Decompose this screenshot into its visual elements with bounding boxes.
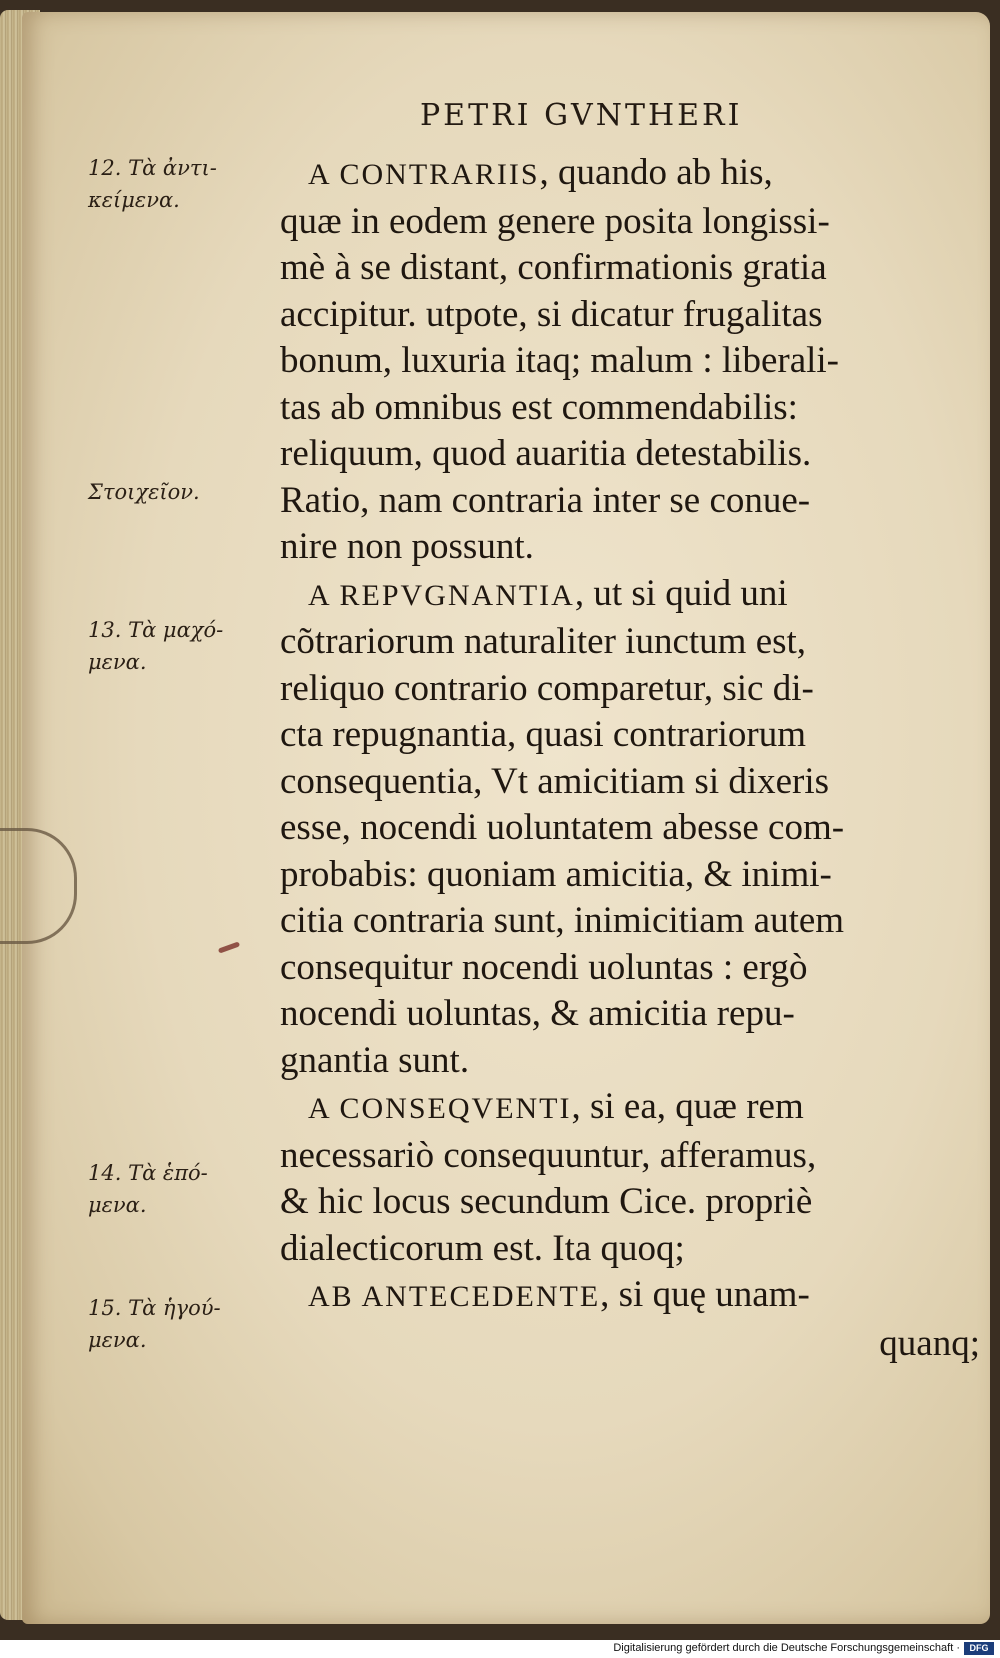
paragraph-antecedente	[280, 1272, 980, 1367]
text-line: tas ab omnibus est commendabilis:	[280, 386, 798, 428]
margin-note-line: μενα.	[88, 650, 147, 674]
margin-note-15	[88, 1292, 268, 1356]
paragraph-consequenti	[280, 1084, 980, 1272]
text-line: reliquum, quod auaritia detestabilis.	[280, 433, 812, 474]
margin-note-line: 13. Τὰ μαχό-	[88, 618, 224, 642]
text-fragment: , si ea, quæ rem	[571, 1086, 804, 1127]
text-line: mè à se distant, confirmationis gratia	[280, 247, 827, 288]
section-lead: A CONTRARIIS	[308, 158, 540, 191]
text-line: gnantia sunt.	[280, 1039, 470, 1081]
section-lead: AB ANTECEDENTE	[308, 1280, 601, 1313]
text-line: Ratio, nam contraria inter se conue-	[280, 479, 811, 521]
text-line: reliquo contrario comparetur, sic di-	[280, 667, 814, 709]
paragraph-repugnantia	[280, 571, 980, 1085]
text-line: nocendi uoluntas, & amicitia repu-	[280, 993, 795, 1034]
dfg-logo: DFG	[964, 1642, 994, 1655]
text-fragment: , si quę unam-	[600, 1274, 810, 1315]
text-fragment: , ut si quid uni	[574, 572, 788, 614]
text-line: consequentia, Vt amicitiam si dixeris	[280, 760, 830, 802]
text-line: cta repugnantia, quasi contrariorum	[280, 714, 807, 755]
catchword: quanq;	[879, 1322, 980, 1364]
margin-note-line: 15. Τὰ ἡγού-	[88, 1296, 221, 1320]
margin-note-stoicheion	[88, 476, 268, 508]
margin-note-line: 12. Τὰ ἀντι-	[88, 156, 217, 180]
text-line: dialecticorum est. Ita quoq;	[280, 1227, 685, 1269]
margin-note-line: μενα.	[88, 1193, 147, 1217]
margin-note-line: μενα.	[88, 1328, 147, 1352]
text-line	[280, 1272, 980, 1321]
margin-note-line: Στοιχεῖον.	[88, 480, 200, 504]
text-line: esse, nocendi uoluntatem abesse com-	[280, 807, 845, 848]
text-line	[280, 1084, 980, 1133]
text-fragment: , quando ab his,	[539, 152, 773, 193]
text-line	[280, 150, 980, 199]
body-text	[280, 150, 980, 1367]
text-line	[280, 571, 980, 620]
text-line: & hic locus secundum Cice. propriè	[280, 1181, 813, 1222]
section-lead: A REPVGNANTIA	[308, 578, 575, 612]
footer-credit: Digitalisierung gefördert durch die Deutsche Forschungsgemeinschaft ·	[613, 1642, 960, 1654]
text-line: citia contraria sunt, inimicitiam autem	[280, 900, 845, 941]
paragraph-contrariis	[280, 150, 980, 571]
margin-note-line: κείμενα.	[88, 188, 180, 212]
margin-note-14	[88, 1157, 268, 1221]
margin-note-12	[88, 152, 268, 216]
text-line: bonum, luxuria itaq; malum : liberali-	[280, 340, 839, 381]
text-line: cõtrariorum naturaliter iunctum est,	[280, 621, 807, 662]
section-lead: A CONSEQVENTI	[308, 1092, 572, 1125]
text-line: probabis: quoniam amicitia, & inimi-	[280, 853, 832, 895]
text-line: accipitur. utpote, si dicatur frugalitas	[280, 293, 823, 335]
text-line: consequitur nocendi uoluntas : ergò	[280, 946, 808, 988]
margin-note-13	[88, 614, 268, 678]
text-line: necessariò consequuntur, afferamus,	[280, 1134, 817, 1176]
text-line: nire non possunt.	[280, 526, 534, 567]
margin-note-line: 14. Τὰ ἑπό-	[88, 1161, 208, 1185]
running-head: PETRI GVNTHERI	[420, 98, 743, 133]
text-line: quæ in eodem genere posita longissi-	[280, 200, 830, 242]
